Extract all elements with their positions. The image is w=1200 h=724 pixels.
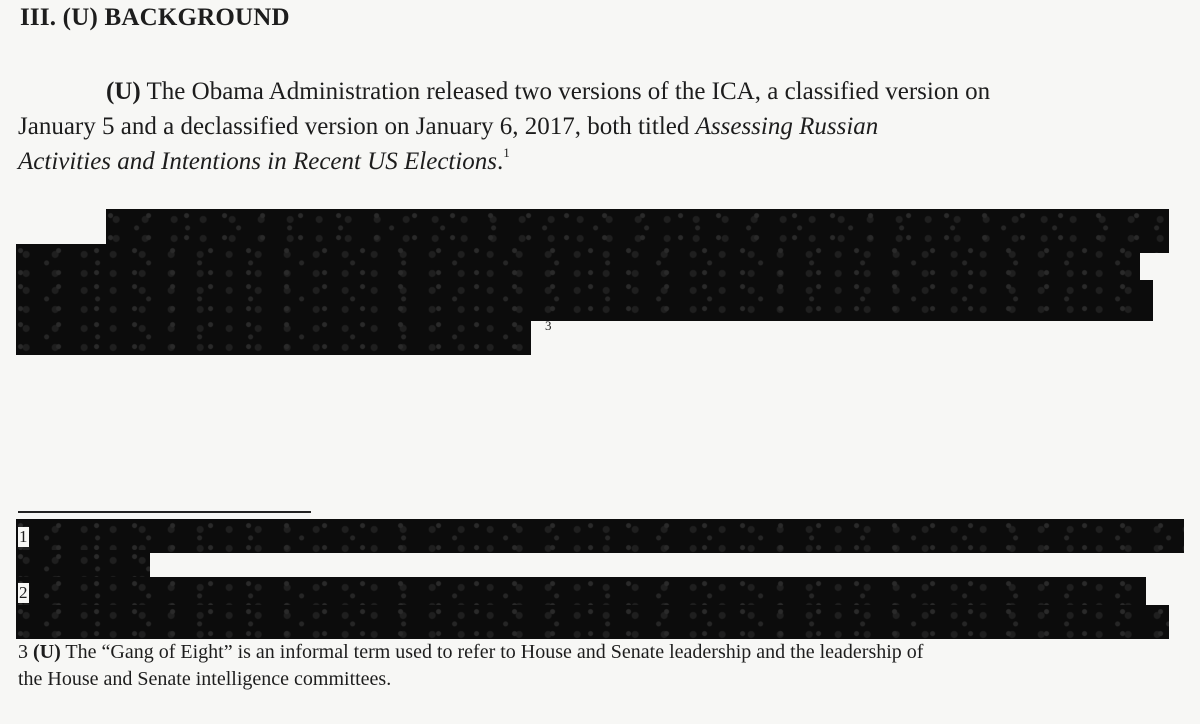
- redaction-block: [16, 318, 531, 355]
- footnote-ref-1: 1: [503, 145, 510, 160]
- footnote-3-line-1: [18, 639, 923, 665]
- redaction-block: [16, 244, 1140, 284]
- redaction-block: [16, 605, 1169, 639]
- paragraph-line-3: [18, 146, 510, 178]
- footnote-classification-marker: (U): [33, 641, 61, 663]
- footnote-ref-3: 3: [545, 318, 552, 333]
- footnote-number-2: 2: [19, 583, 28, 602]
- footnote-3-text-line-1: The “Gang of Eight” is an informal term used to refer to House and Senate leadership and the leadership of: [65, 641, 924, 663]
- footnote-3-line-2: [18, 666, 391, 692]
- paragraph-text-line-1: The Obama Administration released two versions of the ICA, a classified version on: [146, 78, 991, 105]
- report-title-part-1: Assessing Russian: [695, 113, 879, 140]
- footnote-3-text-line-2: the House and Senate intelligence committees.: [18, 668, 392, 690]
- footnote-divider: [18, 511, 311, 513]
- footnote-number-1: 1: [19, 527, 28, 546]
- paragraph-line-2: [18, 111, 878, 143]
- paragraph-period: .: [497, 148, 504, 175]
- redaction-block: [16, 519, 1184, 553]
- classification-marker: (U): [106, 78, 141, 105]
- footnote-number-3: 3: [18, 641, 28, 663]
- report-title-part-2: Activities and Intentions in Recent US Elections: [18, 148, 498, 175]
- section-heading: III. (U) BACKGROUND: [20, 4, 290, 31]
- redaction-block: [16, 280, 1153, 321]
- paragraph-line-1: [106, 76, 990, 108]
- paragraph-text-line-2: January 5 and a declassified version on January 6, 2017, both titled: [18, 113, 696, 140]
- redaction-block: [16, 550, 150, 580]
